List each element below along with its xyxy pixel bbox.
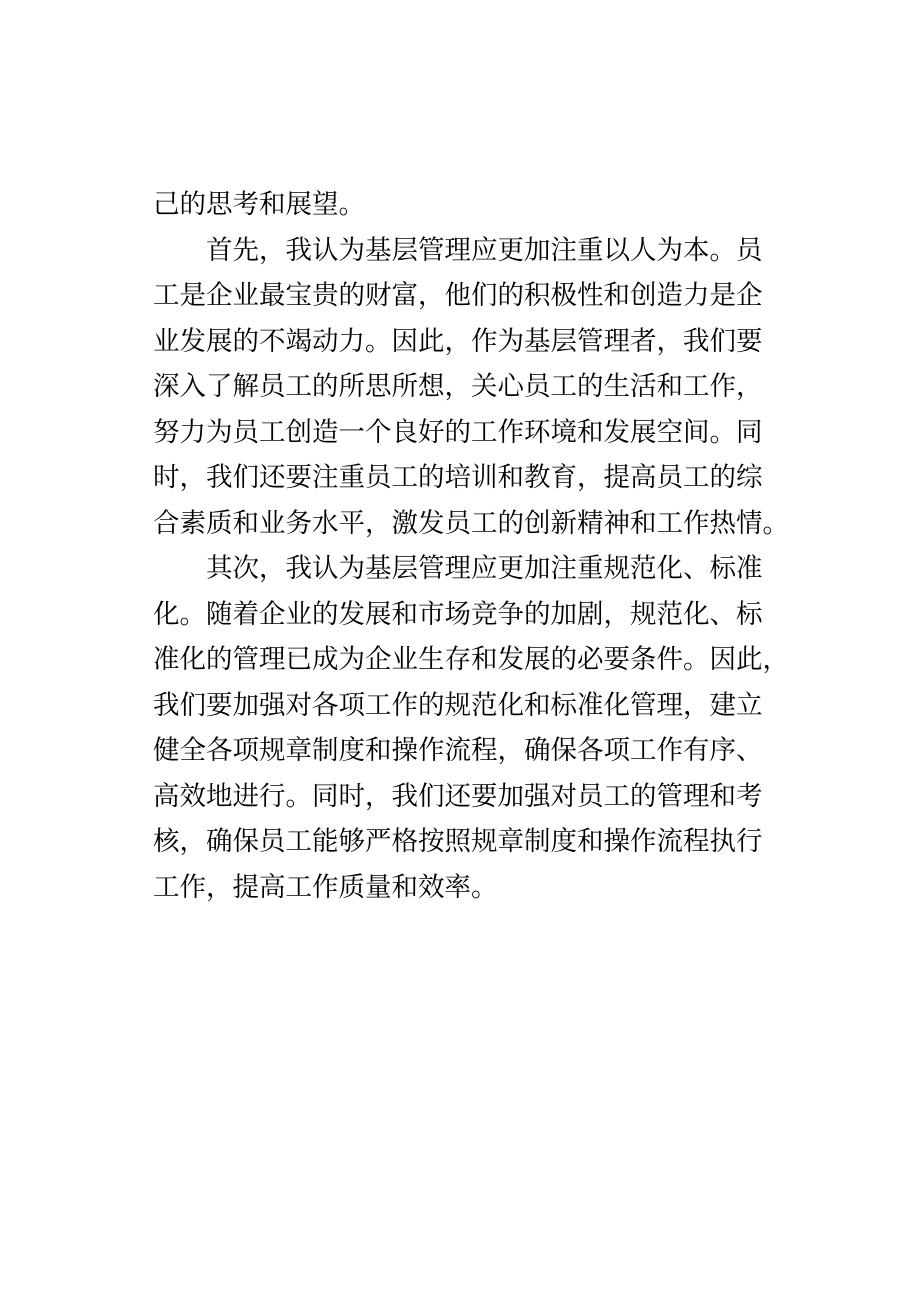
text-line: 核，确保员工能够严格按照规章制度和操作流程执行: [153, 826, 763, 857]
text-line: 高效地进行。同时，我们还要加强对员工的管理和考: [153, 780, 763, 812]
text-line: 业发展的不竭动力。因此，作为基层管理者，我们要: [153, 325, 763, 357]
text-line: 首先，我认为基层管理应更加注重以人为本。员: [206, 234, 763, 266]
text-line: 工作，提高工作质量和效率。: [153, 871, 498, 903]
text-line: 己的思考和展望。: [153, 189, 365, 220]
text-line: 工是企业最宝贵的财富，他们的积极性和创造力是企: [153, 280, 763, 311]
text-line: 深入了解员工的所思所想，关心员工的生活和工作，: [153, 371, 763, 402]
text-line: 准化的管理已成为企业生存和发展的必要条件。因此，: [153, 644, 789, 675]
text-line: 我们要加强对各项工作的规范化和标准化管理，建立: [153, 689, 763, 721]
text-line: 时，我们还要注重员工的培训和教育，提高员工的综: [153, 462, 763, 493]
document-body: [153, 182, 789, 910]
text-line: 合素质和业务水平，激发员工的创新精神和工作热情。: [153, 507, 789, 539]
text-line: 其次，我认为基层管理应更加注重规范化、标准: [206, 553, 763, 584]
text-line: 健全各项规章制度和操作流程，确保各项工作有序、: [153, 735, 763, 766]
text-line: 努力为员工创造一个良好的工作环境和发展空间。同: [153, 416, 763, 448]
text-line: 化。随着企业的发展和市场竞争的加剧，规范化、标: [153, 598, 763, 630]
